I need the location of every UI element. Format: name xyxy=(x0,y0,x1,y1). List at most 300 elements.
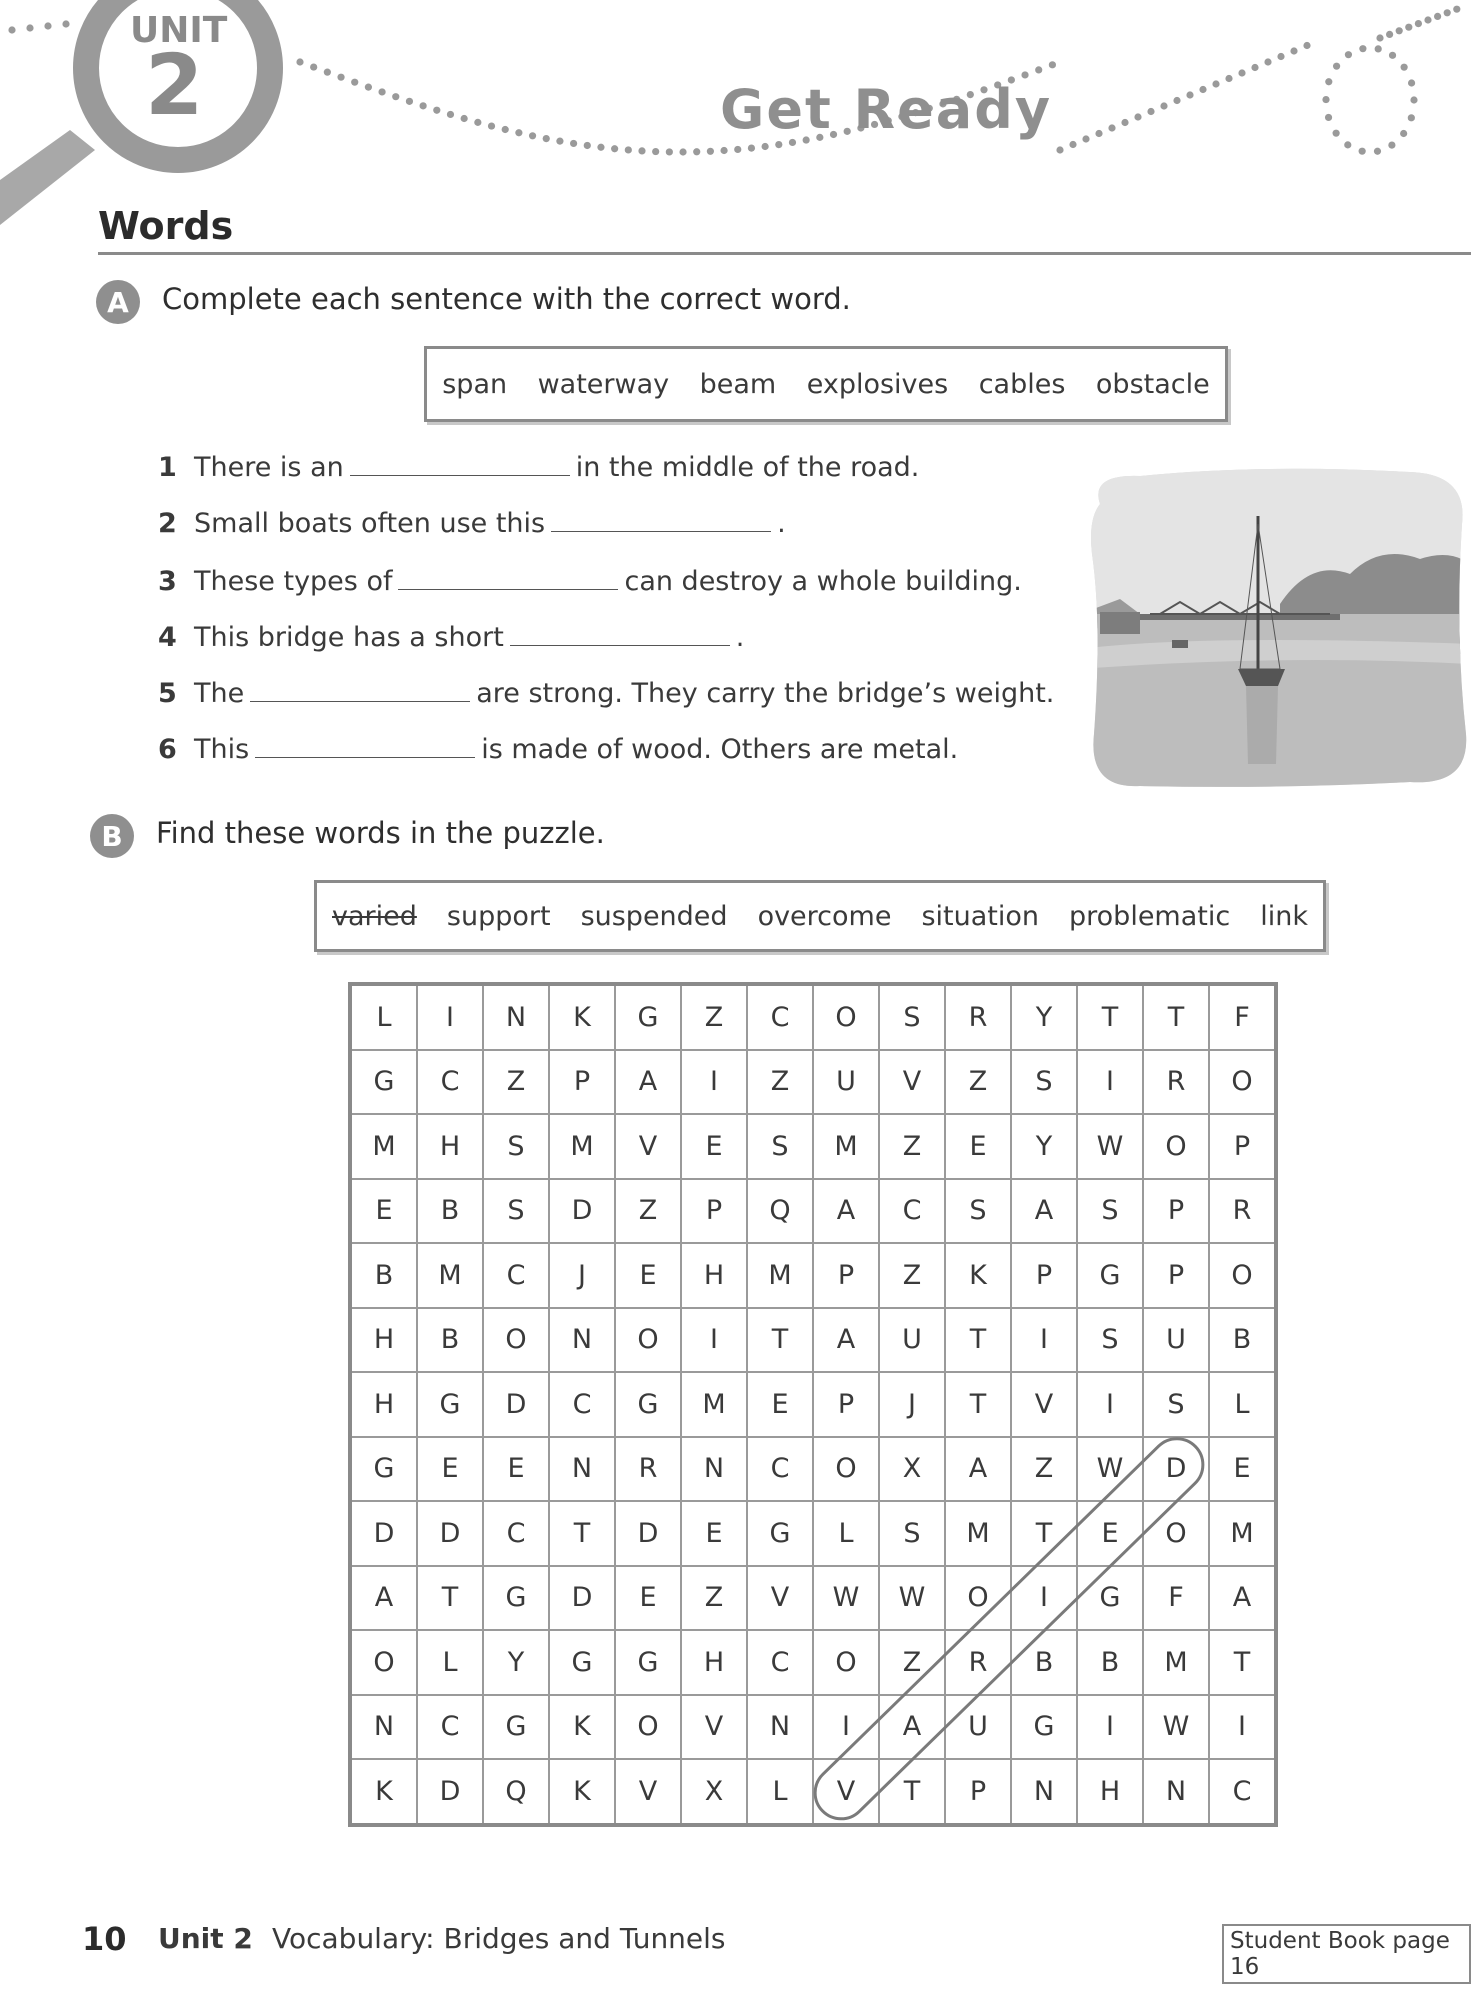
trail-dot xyxy=(1251,64,1258,71)
word-bank-item: link xyxy=(1260,900,1308,932)
grid-cell[interactable]: K xyxy=(549,984,615,1050)
grid-cell[interactable]: Z xyxy=(1011,1437,1077,1502)
grid-cell[interactable]: B xyxy=(417,1308,483,1373)
student-book-reference: Student Book page 16 xyxy=(1222,1924,1471,1984)
grid-cell[interactable]: B xyxy=(1011,1630,1077,1695)
sentence-number: 4 xyxy=(158,622,177,653)
grid-cell[interactable]: C xyxy=(1209,1759,1276,1825)
sentence-text-after: is made of wood. Others are metal. xyxy=(481,734,959,765)
grid-cell[interactable]: L xyxy=(1209,1372,1276,1437)
grid-cell[interactable]: X xyxy=(681,1759,747,1825)
grid-cell[interactable]: B xyxy=(350,1243,417,1308)
grid-cell[interactable]: Z xyxy=(615,1179,681,1244)
trail-dot xyxy=(1453,6,1460,13)
grid-cell[interactable]: G xyxy=(350,1437,417,1502)
grid-cell[interactable]: D xyxy=(1143,1437,1209,1502)
grid-cell[interactable]: C xyxy=(549,1372,615,1437)
trail-dot xyxy=(44,22,51,29)
grid-cell[interactable]: W xyxy=(813,1566,879,1631)
grid-cell[interactable]: C xyxy=(483,1243,549,1308)
trail-dot xyxy=(1401,64,1408,71)
river-bridge-photo xyxy=(1080,464,1470,794)
grid-cell[interactable]: I xyxy=(1011,1308,1077,1373)
trail-dot xyxy=(543,135,550,142)
grid-cell[interactable]: W xyxy=(1077,1437,1143,1502)
word-bank-item: span xyxy=(442,368,508,400)
trail-dot xyxy=(1408,114,1415,121)
word-bank-item: cables xyxy=(978,368,1066,400)
grid-cell[interactable]: F xyxy=(1143,1566,1209,1631)
grid-cell[interactable]: N xyxy=(681,1437,747,1502)
grid-cell[interactable]: U xyxy=(1143,1308,1209,1373)
trail-dot xyxy=(1410,96,1417,103)
grid-cell[interactable]: H xyxy=(417,1114,483,1179)
exercise-b-badge: B xyxy=(90,814,134,858)
grid-cell[interactable]: C xyxy=(879,1179,945,1244)
grid-cell[interactable]: K xyxy=(549,1695,615,1760)
grid-cell[interactable]: X xyxy=(879,1437,945,1502)
grid-cell[interactable]: G xyxy=(483,1566,549,1631)
grid-row xyxy=(350,1179,1276,1244)
grid-cell[interactable]: Z xyxy=(945,1050,1011,1115)
grid-cell[interactable]: M xyxy=(747,1243,813,1308)
grid-cell[interactable]: A xyxy=(945,1437,1011,1502)
trail-dot xyxy=(433,107,440,114)
grid-cell[interactable]: D xyxy=(417,1501,483,1566)
grid-cell[interactable]: H xyxy=(350,1372,417,1437)
grid-cell[interactable]: O xyxy=(1209,1243,1276,1308)
grid-cell[interactable]: E xyxy=(681,1501,747,1566)
grid-cell[interactable]: I xyxy=(813,1695,879,1760)
grid-row xyxy=(350,1759,1276,1825)
grid-cell[interactable]: A xyxy=(813,1179,879,1244)
grid-cell[interactable]: G xyxy=(615,984,681,1050)
unit-number: 2 xyxy=(145,36,204,134)
exercise-a-instruction: Complete each sentence with the correct word. xyxy=(162,282,851,316)
grid-cell[interactable]: M xyxy=(945,1501,1011,1566)
grid-cell[interactable]: B xyxy=(417,1179,483,1244)
trail-dot xyxy=(1325,114,1332,121)
trail-dot xyxy=(748,145,755,152)
sentence-text-after: in the middle of the road. xyxy=(575,452,920,483)
grid-cell[interactable]: Z xyxy=(879,1630,945,1695)
grid-cell[interactable]: E xyxy=(350,1179,417,1244)
trail-dot xyxy=(1325,78,1332,85)
trail-dot xyxy=(474,119,481,126)
trail-dot xyxy=(1225,75,1232,82)
grid-cell[interactable]: S xyxy=(1077,1308,1143,1373)
grid-cell[interactable]: D xyxy=(417,1759,483,1825)
trail-dot xyxy=(1082,135,1089,142)
grid-cell[interactable]: P xyxy=(945,1759,1011,1825)
grid-cell[interactable]: Y xyxy=(483,1630,549,1695)
grid-cell[interactable]: T xyxy=(417,1566,483,1631)
trail-dot xyxy=(310,63,317,70)
grid-cell[interactable]: B xyxy=(1077,1630,1143,1695)
trail-dot xyxy=(1333,130,1340,137)
trail-dot xyxy=(1238,69,1245,76)
grid-cell[interactable]: H xyxy=(1077,1759,1143,1825)
grid-cell[interactable]: A xyxy=(1011,1179,1077,1244)
trail-dot xyxy=(1386,31,1393,38)
grid-cell[interactable]: A xyxy=(813,1308,879,1373)
grid-row xyxy=(350,1372,1276,1437)
trail-dot xyxy=(1376,34,1383,41)
grid-cell[interactable]: A xyxy=(350,1566,417,1631)
sentence-item xyxy=(158,452,919,483)
trail-dot xyxy=(365,84,372,91)
grid-cell[interactable]: G xyxy=(1077,1566,1143,1631)
trail-dot xyxy=(707,148,714,155)
grid-cell[interactable]: T xyxy=(1209,1630,1276,1695)
grid-cell[interactable]: K xyxy=(945,1243,1011,1308)
trail-dot xyxy=(1108,124,1115,131)
grid-cell[interactable]: P xyxy=(549,1050,615,1115)
grid-cell[interactable]: D xyxy=(615,1501,681,1566)
grid-row xyxy=(350,1114,1276,1179)
grid-cell[interactable]: J xyxy=(879,1372,945,1437)
grid-cell[interactable]: I xyxy=(1077,1695,1143,1760)
grid-cell[interactable]: I xyxy=(681,1050,747,1115)
trail-dot xyxy=(1444,9,1451,16)
grid-cell[interactable]: P xyxy=(813,1372,879,1437)
grid-cell[interactable]: R xyxy=(615,1437,681,1502)
grid-cell[interactable]: N xyxy=(1011,1759,1077,1825)
grid-cell[interactable]: D xyxy=(549,1179,615,1244)
grid-cell[interactable]: P xyxy=(681,1179,747,1244)
trail-dot xyxy=(1322,96,1329,103)
grid-cell[interactable]: E xyxy=(945,1114,1011,1179)
grid-cell[interactable]: C xyxy=(747,1437,813,1502)
trail-dot xyxy=(378,88,385,95)
grid-cell[interactable]: M xyxy=(1143,1630,1209,1695)
grid-cell[interactable]: I xyxy=(1011,1566,1077,1631)
grid-cell[interactable]: D xyxy=(483,1372,549,1437)
grid-row xyxy=(350,1437,1276,1502)
grid-row xyxy=(350,1308,1276,1373)
grid-cell[interactable]: N xyxy=(1143,1759,1209,1825)
sentence-text-after: are strong. They carry the bridge’s weight. xyxy=(476,678,1055,709)
grid-cell[interactable]: T xyxy=(945,1372,1011,1437)
grid-cell[interactable]: G xyxy=(549,1630,615,1695)
trail-dot xyxy=(1049,61,1056,68)
grid-cell[interactable]: I xyxy=(1077,1372,1143,1437)
sentence-item xyxy=(158,622,744,653)
trail-dot xyxy=(1173,97,1180,104)
grid-cell[interactable]: O xyxy=(483,1308,549,1373)
grid-cell[interactable]: S xyxy=(483,1179,549,1244)
grid-cell[interactable]: L xyxy=(747,1759,813,1825)
grid-cell[interactable]: Z xyxy=(879,1243,945,1308)
grid-cell[interactable]: C xyxy=(483,1501,549,1566)
word-bank-item: waterway xyxy=(537,368,670,400)
trail-dot xyxy=(1359,148,1366,155)
grid-cell[interactable]: R xyxy=(1209,1179,1276,1244)
grid-cell[interactable]: G xyxy=(1011,1695,1077,1760)
grid-cell[interactable]: S xyxy=(747,1114,813,1179)
grid-cell[interactable]: Y xyxy=(1011,1114,1077,1179)
grid-cell[interactable]: Z xyxy=(681,984,747,1050)
trail-dot xyxy=(420,102,427,109)
grid-cell[interactable]: Z xyxy=(483,1050,549,1115)
word-search-puzzle xyxy=(348,982,1278,1827)
trail-dot xyxy=(666,148,673,155)
grid-cell[interactable]: S xyxy=(1077,1179,1143,1244)
grid-cell[interactable]: O xyxy=(813,1630,879,1695)
trail-dot xyxy=(392,93,399,100)
answer-blank[interactable] xyxy=(255,756,475,758)
grid-cell[interactable]: W xyxy=(1077,1114,1143,1179)
trail-dot xyxy=(1095,130,1102,137)
grid-cell[interactable]: R xyxy=(945,1630,1011,1695)
grid-cell[interactable]: T xyxy=(1077,984,1143,1050)
grid-cell[interactable]: N xyxy=(483,984,549,1050)
grid-cell[interactable]: O xyxy=(1143,1501,1209,1566)
word-bank-b xyxy=(314,880,1326,952)
grid-cell[interactable]: L xyxy=(813,1501,879,1566)
grid-cell[interactable]: N xyxy=(747,1695,813,1760)
grid-cell[interactable]: P xyxy=(1143,1243,1209,1308)
grid-cell[interactable]: A xyxy=(1209,1566,1276,1631)
trail-dot xyxy=(693,148,700,155)
trail-dot xyxy=(26,24,33,31)
word-bank-item: overcome xyxy=(757,900,892,932)
trail-dot xyxy=(337,74,344,81)
answer-blank[interactable] xyxy=(551,530,771,532)
grid-cell[interactable]: O xyxy=(615,1695,681,1760)
grid-cell[interactable]: B xyxy=(1209,1308,1276,1373)
grid-cell[interactable]: S xyxy=(945,1179,1011,1244)
trail-dot xyxy=(1212,80,1219,87)
grid-cell[interactable]: Q xyxy=(483,1759,549,1825)
grid-cell[interactable]: M xyxy=(350,1114,417,1179)
grid-cell[interactable]: M xyxy=(681,1372,747,1437)
word-bank-item: obstacle xyxy=(1095,368,1210,400)
grid-cell[interactable]: T xyxy=(879,1759,945,1825)
grid-cell[interactable]: U xyxy=(879,1308,945,1373)
trail-dot xyxy=(1375,45,1382,52)
trail-dot xyxy=(1344,141,1351,148)
grid-cell[interactable]: O xyxy=(1209,1050,1276,1115)
trail-dot xyxy=(1424,16,1431,23)
trail-dot xyxy=(652,148,659,155)
grid-cell[interactable]: Z xyxy=(879,1114,945,1179)
grid-cell[interactable]: D xyxy=(549,1566,615,1631)
footer-unit: Unit 2 xyxy=(158,1922,253,1955)
grid-cell[interactable]: G xyxy=(615,1372,681,1437)
answer-blank[interactable] xyxy=(350,474,570,476)
grid-cell[interactable]: S xyxy=(879,984,945,1050)
grid-cell[interactable]: W xyxy=(879,1566,945,1631)
grid-cell[interactable]: D xyxy=(350,1501,417,1566)
word-bank-item: explosives xyxy=(806,368,949,400)
sentence-text-before: Small boats often use this xyxy=(194,508,546,539)
grid-cell[interactable]: C xyxy=(747,984,813,1050)
grid-cell[interactable]: G xyxy=(417,1372,483,1437)
trail-dot xyxy=(556,138,563,145)
grid-cell[interactable]: E xyxy=(483,1437,549,1502)
grid-cell[interactable]: W xyxy=(1143,1695,1209,1760)
grid-cell[interactable]: T xyxy=(1143,984,1209,1050)
word-bank-item: beam xyxy=(699,368,777,400)
trail-dot xyxy=(1147,108,1154,115)
trail-dot xyxy=(625,146,632,153)
trail-dot xyxy=(1400,130,1407,137)
grid-cell[interactable]: C xyxy=(747,1630,813,1695)
trail-dot xyxy=(406,98,413,105)
sentence-text-after: . xyxy=(777,508,786,539)
exercise-a-badge: A xyxy=(96,280,140,324)
grid-cell[interactable]: O xyxy=(615,1308,681,1373)
grid-cell[interactable]: R xyxy=(945,984,1011,1050)
trail-dot xyxy=(1056,146,1063,153)
grid-cell[interactable]: T xyxy=(1011,1501,1077,1566)
trail-dot xyxy=(488,122,495,129)
grid-cell[interactable]: E xyxy=(417,1437,483,1502)
grid-cell[interactable]: P xyxy=(1209,1114,1276,1179)
trail-dot xyxy=(1277,53,1284,60)
grid-cell[interactable]: V xyxy=(1011,1372,1077,1437)
sentence-item xyxy=(158,734,958,765)
unit-label: UNIT xyxy=(130,10,228,51)
grid-cell[interactable]: P xyxy=(813,1243,879,1308)
trail-dot xyxy=(515,129,522,136)
grid-row xyxy=(350,1501,1276,1566)
grid-cell[interactable]: A xyxy=(879,1695,945,1760)
grid-cell[interactable]: F xyxy=(1209,984,1276,1050)
trail-dot xyxy=(1264,58,1271,65)
grid-cell[interactable]: P xyxy=(1143,1179,1209,1244)
grid-cell[interactable]: O xyxy=(350,1630,417,1695)
grid-cell[interactable]: V xyxy=(747,1566,813,1631)
trail-dot xyxy=(1035,66,1042,73)
grid-cell[interactable]: U xyxy=(945,1695,1011,1760)
trail-dot xyxy=(1434,13,1441,20)
grid-cell[interactable]: L xyxy=(350,984,417,1050)
grid-cell[interactable]: A xyxy=(615,1050,681,1115)
grid-cell[interactable]: V xyxy=(813,1759,879,1825)
grid-cell[interactable]: I xyxy=(1077,1050,1143,1115)
sentence-text-before: This bridge has a short xyxy=(194,622,504,653)
grid-cell[interactable]: N xyxy=(350,1695,417,1760)
grid-cell[interactable]: N xyxy=(549,1308,615,1373)
grid-cell[interactable]: V xyxy=(615,1114,681,1179)
grid-cell[interactable]: E xyxy=(615,1243,681,1308)
grid-cell[interactable]: J xyxy=(549,1243,615,1308)
grid-row xyxy=(350,1630,1276,1695)
trail-dot xyxy=(1396,27,1403,34)
answer-blank[interactable] xyxy=(250,700,470,702)
grid-cell[interactable]: C xyxy=(417,1695,483,1760)
trail-dot xyxy=(8,26,15,33)
grid-cell[interactable]: P xyxy=(1011,1243,1077,1308)
grid-cell[interactable]: G xyxy=(350,1050,417,1115)
grid-cell[interactable]: K xyxy=(549,1759,615,1825)
trail-dot xyxy=(1303,42,1310,49)
grid-cell[interactable]: E xyxy=(615,1566,681,1631)
grid-cell[interactable]: T xyxy=(747,1308,813,1373)
grid-cell[interactable]: O xyxy=(813,1437,879,1502)
grid-cell[interactable]: G xyxy=(1077,1243,1143,1308)
grid-cell[interactable]: H xyxy=(681,1630,747,1695)
grid-cell[interactable]: G xyxy=(747,1501,813,1566)
grid-cell[interactable]: I xyxy=(681,1308,747,1373)
trail-dot xyxy=(1345,51,1352,58)
grid-cell[interactable]: O xyxy=(1143,1114,1209,1179)
grid-cell[interactable]: Q xyxy=(747,1179,813,1244)
trail-dot xyxy=(1134,113,1141,120)
grid-cell[interactable]: C xyxy=(417,1050,483,1115)
grid-cell[interactable]: E xyxy=(1209,1437,1276,1502)
grid-cell[interactable]: S xyxy=(1143,1372,1209,1437)
grid-cell[interactable]: G xyxy=(483,1695,549,1760)
grid-cell[interactable]: U xyxy=(813,1050,879,1115)
grid-cell[interactable]: S xyxy=(483,1114,549,1179)
grid-cell[interactable]: O xyxy=(945,1566,1011,1631)
grid-cell[interactable]: Z xyxy=(681,1566,747,1631)
trail-dot xyxy=(1069,141,1076,148)
grid-cell[interactable]: Y xyxy=(1011,984,1077,1050)
answer-blank[interactable] xyxy=(510,644,730,646)
grid-cell[interactable]: H xyxy=(681,1243,747,1308)
grid-cell[interactable]: M xyxy=(549,1114,615,1179)
grid-cell[interactable]: K xyxy=(350,1759,417,1825)
word-bank-item: support xyxy=(446,900,551,932)
grid-cell[interactable]: V xyxy=(681,1695,747,1760)
grid-cell[interactable]: V xyxy=(879,1050,945,1115)
grid-cell[interactable]: L xyxy=(417,1630,483,1695)
answer-blank[interactable] xyxy=(398,588,618,590)
trail-dot xyxy=(720,147,727,154)
grid-cell[interactable]: E xyxy=(681,1114,747,1179)
word-search-grid xyxy=(348,982,1278,1827)
grid-cell[interactable]: S xyxy=(879,1501,945,1566)
trail-dot xyxy=(1408,79,1415,86)
grid-row xyxy=(350,984,1276,1050)
grid-cell[interactable]: I xyxy=(1209,1695,1276,1760)
grid-cell[interactable]: M xyxy=(417,1243,483,1308)
footer-topic: Vocabulary: Bridges and Tunnels xyxy=(272,1922,726,1955)
grid-cell[interactable]: M xyxy=(1209,1501,1276,1566)
sentence-number: 5 xyxy=(158,678,177,709)
grid-cell[interactable]: T xyxy=(549,1501,615,1566)
trail-dot xyxy=(1389,52,1396,59)
grid-cell[interactable]: R xyxy=(1143,1050,1209,1115)
word-bank-item: varied xyxy=(332,900,417,932)
trail-dot xyxy=(529,132,536,139)
grid-cell[interactable]: O xyxy=(813,984,879,1050)
grid-cell[interactable]: S xyxy=(1011,1050,1077,1115)
grid-cell[interactable]: G xyxy=(615,1630,681,1695)
grid-cell[interactable]: Z xyxy=(747,1050,813,1115)
grid-cell[interactable]: N xyxy=(549,1437,615,1502)
grid-cell[interactable]: I xyxy=(417,984,483,1050)
sentence-item xyxy=(158,678,1054,709)
trail-dot xyxy=(762,143,769,150)
sentence-number: 6 xyxy=(158,734,177,765)
trail-dot xyxy=(570,140,577,147)
sentence-number: 1 xyxy=(158,452,177,483)
grid-cell[interactable]: E xyxy=(747,1372,813,1437)
trail-dot xyxy=(1160,102,1167,109)
trail-dot xyxy=(1333,63,1340,70)
grid-cell[interactable]: V xyxy=(615,1759,681,1825)
grid-cell[interactable]: M xyxy=(813,1114,879,1179)
grid-cell[interactable]: H xyxy=(350,1308,417,1373)
grid-cell[interactable]: E xyxy=(1077,1501,1143,1566)
word-bank-item: situation xyxy=(921,900,1040,932)
grid-cell[interactable]: T xyxy=(945,1308,1011,1373)
